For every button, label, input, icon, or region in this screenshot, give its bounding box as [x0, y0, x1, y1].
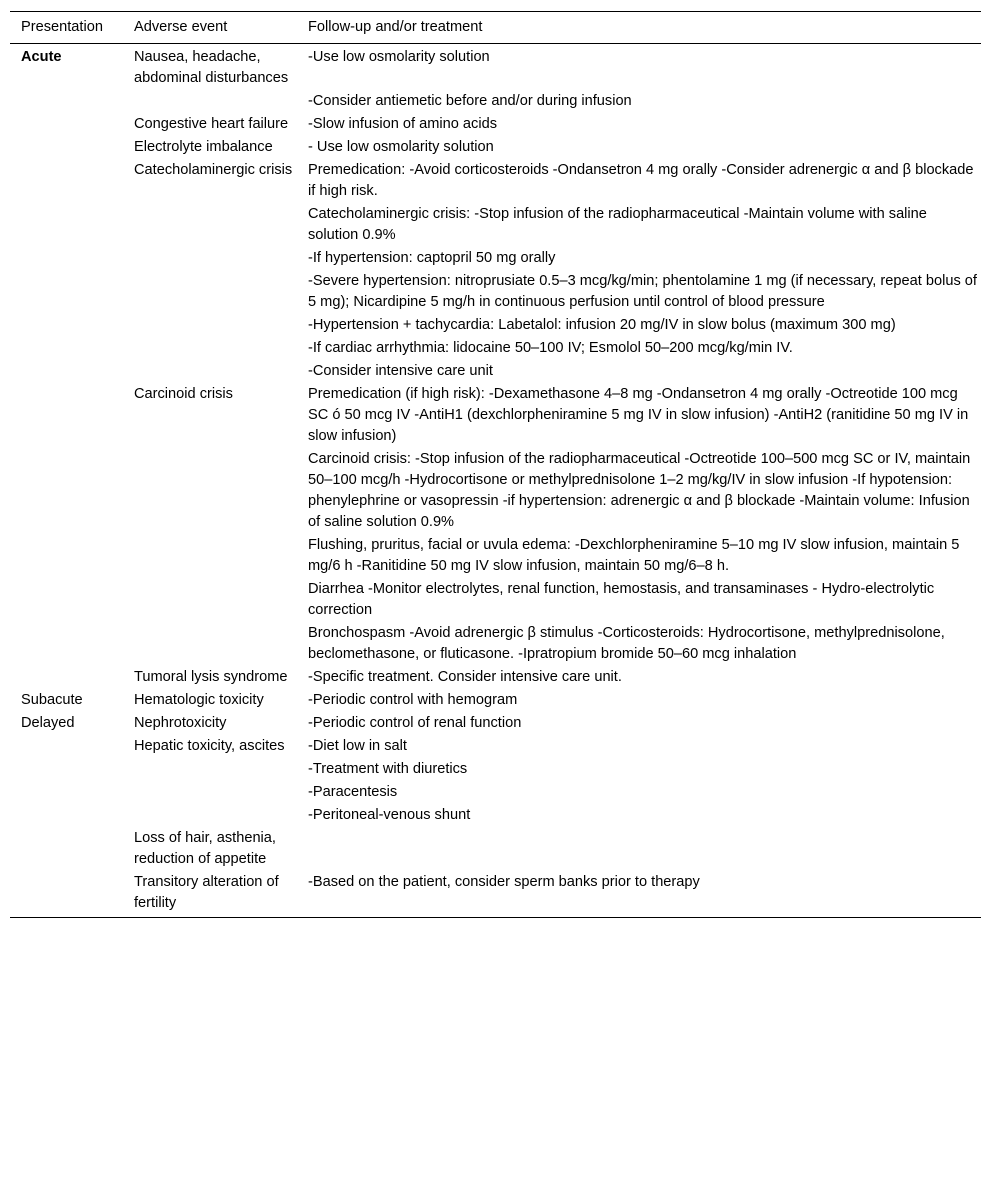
- table-row: [10, 448, 981, 534]
- table-row: [10, 270, 981, 314]
- presentation-subacute: Subacute: [21, 692, 83, 708]
- table-row: [10, 337, 981, 360]
- treatment-cell: -Specific treatment. Consider intensive care unit.: [308, 669, 622, 685]
- event-hair-loss: Loss of hair, asthenia, reduction of appetite: [134, 830, 276, 867]
- table-row: [10, 136, 981, 159]
- table-row: [10, 383, 981, 448]
- treatment-cell: -If hypertension: captopril 50 mg orally: [308, 250, 556, 266]
- header-presentation: Presentation: [10, 12, 123, 44]
- table-row: [10, 781, 981, 804]
- event-fertility: Transitory alteration of fertility: [123, 871, 297, 918]
- table-row: [10, 578, 981, 622]
- table-row: [10, 666, 981, 689]
- table-row: [10, 827, 981, 871]
- treatment-cell: Premedication: -Avoid corticosteroids -Ondansetron 4 mg orally -Consider adrenergic α and β blockade if high risk.: [308, 162, 974, 199]
- treatment-cell: -Slow infusion of amino acids: [308, 116, 497, 132]
- table-row: [10, 314, 981, 337]
- table-header-row: [10, 12, 981, 44]
- table-row: [10, 804, 981, 827]
- event-tumoral-lysis: Tumoral lysis syndrome: [134, 669, 288, 685]
- table-row: [10, 360, 981, 383]
- treatment-cell: -Consider intensive care unit: [308, 363, 493, 379]
- event-catecholaminergic: Catecholaminergic crisis: [134, 162, 293, 178]
- treatment-cell: -Based on the patient, consider sperm banks prior to therapy: [297, 871, 981, 918]
- table-row: [10, 871, 981, 918]
- table-row: [10, 735, 981, 758]
- event-nephrotoxicity: Nephrotoxicity: [134, 715, 227, 731]
- table-row: [10, 758, 981, 781]
- treatment-cell: -Paracentesis: [308, 784, 398, 800]
- event-hematologic: Hematologic toxicity: [134, 692, 264, 708]
- treatment-cell: -Consider antiemetic before and/or during infusion: [308, 93, 632, 109]
- treatment-cell: Catecholaminergic crisis: -Stop infusion of the radiopharmaceutical -Maintain volume with saline solution 0.9%: [308, 206, 927, 243]
- treatment-cell: -Hypertension + tachycardia: Labetalol: infusion 20 mg/IV in slow bolus (maximum 300 mg): [308, 317, 896, 333]
- adverse-events-table: [10, 11, 981, 918]
- treatment-cell: Premedication (if high risk): -Dexamethasone 4–8 mg -Ondansetron 4 mg orally -Octreotide 100 mcg SC ó 50 mcg IV -AntiH1 (dexchlorpheniramine 5 mg IV in slow infusion) -AntiH2 (ranitidine 50 mg IV in slow infusion): [308, 386, 969, 444]
- treatment-cell: Bronchospasm -Avoid adrenergic β stimulus -Corticosteroids: Hydrocortisone, methylprednisolone, beclomethasone, or fluticasone. -Ipratropium bromide 50–60 mcg inhalation: [308, 625, 945, 662]
- treatment-cell: -Use low osmolarity solution: [308, 49, 490, 65]
- treatment-cell: -Peritoneal-venous shunt: [308, 807, 471, 823]
- table-row: [10, 689, 981, 712]
- treatment-cell: Flushing, pruritus, facial or uvula edema: -Dexchlorpheniramine 5–10 mg IV slow infusion, maintain 5 mg/6 h -Ranitidine 50 mg IV slow infusion, maintain 50 mg/6–8 h.: [308, 537, 960, 574]
- presentation-acute: Acute: [21, 49, 62, 65]
- event-electrolyte: Electrolyte imbalance: [134, 139, 273, 155]
- event-nausea: Nausea, headache, abdominal disturbances: [134, 49, 289, 86]
- table-row: [10, 113, 981, 136]
- header-followup: Follow-up and/or treatment: [297, 12, 981, 44]
- treatment-cell: -Periodic control with hemogram: [308, 692, 518, 708]
- presentation-delayed: Delayed: [21, 715, 75, 731]
- table-row: [10, 203, 981, 247]
- treatment-cell: -If cardiac arrhythmia: lidocaine 50–100 IV; Esmolol 50–200 mcg/kg/min IV.: [308, 340, 793, 356]
- treatment-cell: -Severe hypertension: nitroprusiate 0.5–3 mcg/kg/min; phentolamine 1 mg (if necessary, repeat bolus of 5 mg); Nicardipine 5 mg/h in continuous perfusion until control of blood pressure: [308, 273, 977, 310]
- table-row: [10, 90, 981, 113]
- table-row: [10, 44, 981, 91]
- table-row: [10, 534, 981, 578]
- table-row: [10, 622, 981, 666]
- treatment-cell: -Treatment with diuretics: [308, 761, 468, 777]
- treatment-cell: Carcinoid crisis: -Stop infusion of the radiopharmaceutical -Octreotide 100–500 mcg SC or IV, maintain 50–100 mcg/h -Hydrocortisone or methylprednisolone 1–2 mg/kg/IV in slow infusion -If hypotension: phenylephrine or vasopressin -if hypertension: adrenergic α and β blockade -Maintain volume: Infusion of saline solution 0.9%: [308, 451, 971, 530]
- event-carcinoid: Carcinoid crisis: [134, 386, 233, 402]
- treatment-cell: Diarrhea -Monitor electrolytes, renal function, hemostasis, and transaminases - Hydro-electrolytic correction: [308, 581, 935, 618]
- event-chf: Congestive heart failure: [134, 116, 289, 132]
- treatment-cell: -Diet low in salt: [308, 738, 407, 754]
- table-row: [10, 247, 981, 270]
- table-row: [10, 159, 981, 203]
- event-hepatic: Hepatic toxicity, ascites: [134, 738, 285, 754]
- treatment-cell: - Use low osmolarity solution: [308, 139, 494, 155]
- table-row: [10, 712, 981, 735]
- header-adverse-event: Adverse event: [123, 12, 297, 44]
- treatment-cell: -Periodic control of renal function: [308, 715, 522, 731]
